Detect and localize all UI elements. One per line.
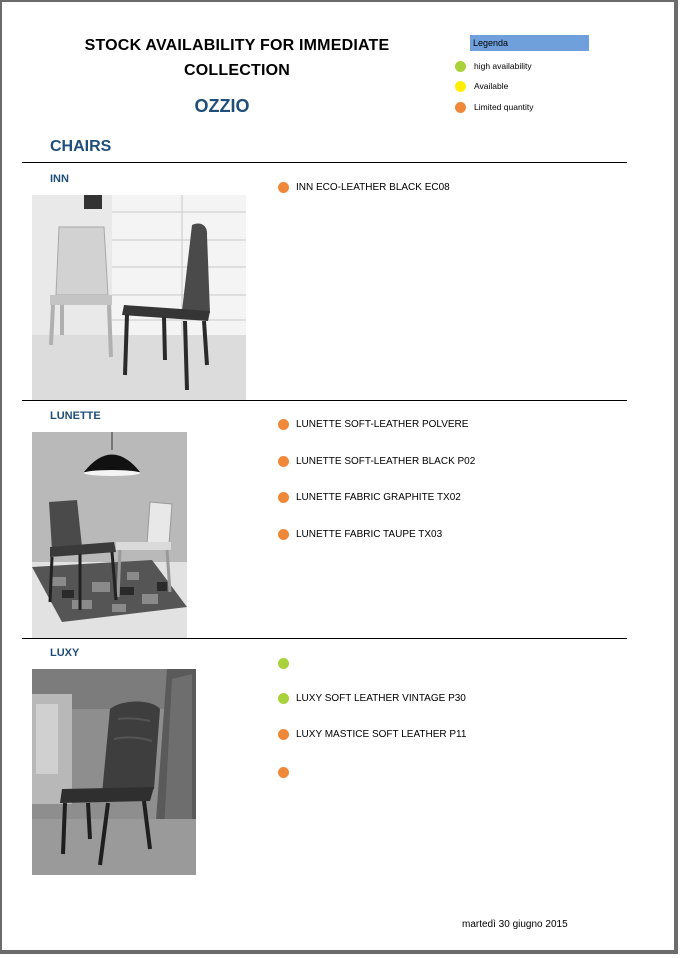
lunette-chair-photo [32,432,187,638]
status-dot-icon [455,81,466,92]
title-line-1: STOCK AVAILABILITY FOR IMMEDIATE [84,37,390,54]
stock-item [278,456,475,467]
page-title [62,33,412,83]
legend-item-high [455,60,532,72]
stock-item [278,529,442,540]
legend-label: Available [474,81,509,91]
legend-label: high availability [474,61,532,71]
stock-item [278,729,466,740]
product-name-luxy: LUXY [50,647,80,659]
brand-name: OZZIO [194,96,250,116]
legend-title: Legenda [470,35,589,51]
stock-item [278,658,296,669]
section-title: CHAIRS [50,138,112,155]
stock-item [278,693,466,704]
status-dot-icon [278,182,289,193]
divider [22,638,627,639]
item-label: INN ECO-LEATHER BLACK EC08 [296,182,450,193]
status-dot-icon [278,492,289,503]
status-dot-icon [278,767,289,778]
item-label: LUNETTE SOFT-LEATHER BLACK P02 [296,456,476,467]
status-dot-icon [278,456,289,467]
status-dot-icon [278,658,289,669]
product-name-inn: INN [50,173,69,185]
stock-item [278,492,461,503]
luxy-chair-photo [32,669,196,875]
stock-item [278,767,296,778]
status-dot-icon [278,729,289,740]
stock-item [278,182,450,193]
status-dot-icon [278,693,289,704]
divider [22,400,627,401]
status-dot-icon [278,419,289,430]
divider [22,162,627,163]
item-label: LUNETTE SOFT-LEATHER POLVERE [296,419,469,430]
status-dot-icon [278,529,289,540]
legend-item-available [455,80,508,92]
product-name-lunette: LUNETTE [50,410,101,422]
legend-label: Limited quantity [474,102,534,112]
title-line-2: COLLECTION [184,62,290,79]
footer-date: martedì 30 giugno 2015 [462,919,568,930]
status-dot-icon [455,61,466,72]
status-dot-icon [455,102,466,113]
item-label: LUNETTE FABRIC GRAPHITE TX02 [296,492,461,503]
inn-chair-photo [32,195,246,400]
stock-item [278,419,468,430]
item-label: LUXY SOFT LEATHER VINTAGE P30 [296,693,466,704]
legend-item-limited [455,101,534,113]
item-label: LUNETTE FABRIC TAUPE TX03 [296,529,443,540]
item-label: LUXY MASTICE SOFT LEATHER P11 [296,729,467,740]
